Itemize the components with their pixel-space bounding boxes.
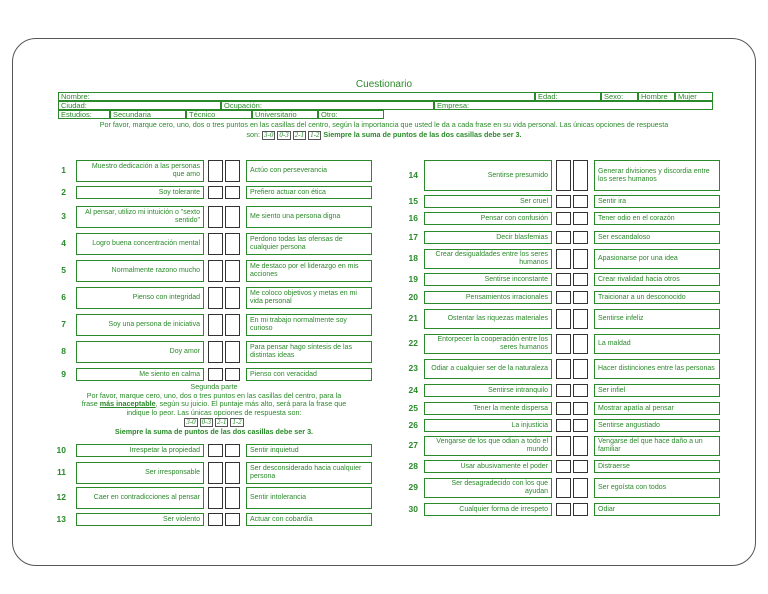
statement-left-text: Normalmente razono mucho <box>111 267 200 274</box>
statement-left-text: Usar abusivamente el poder <box>460 462 548 470</box>
statement-right-text: Odiar <box>598 505 616 513</box>
statement-right-text: Sentir intolerancia <box>250 494 307 501</box>
statement-left <box>424 334 552 354</box>
statement-right-text: Ser escandaloso <box>598 233 651 241</box>
statement-left-text: Odiar a cualquier ser de la naturaleza <box>431 365 548 372</box>
option-0-3: 0-3 <box>201 418 211 427</box>
statement-left <box>76 287 204 309</box>
score-box-right[interactable] <box>573 402 588 415</box>
statement-left-text: Pienso con integridad <box>132 294 200 301</box>
score-box-left[interactable] <box>208 206 223 228</box>
score-box-right[interactable] <box>225 314 240 336</box>
score-box-left[interactable] <box>556 384 571 397</box>
question-number: 12 <box>56 492 66 502</box>
otro-field[interactable]: Otro: <box>318 110 384 119</box>
question-number: 13 <box>56 513 66 524</box>
statement-left-text: Ostentar las riquezas materiales <box>447 315 548 322</box>
statement-right-text: Me destaco por el liderazgo en mis acciones <box>250 263 359 278</box>
statement-left-text: Al pensar, utilizo mi intuición o "sexto sentido" <box>85 209 200 224</box>
instructions-bold: Siempre la suma de puntos de las dos casillas debe ser 3. <box>323 130 522 139</box>
score-box-left[interactable] <box>556 249 571 269</box>
question-number: 15 <box>408 195 418 206</box>
option-2-1: 2-1 <box>294 131 305 139</box>
option-3-0: 3-0 <box>186 418 196 427</box>
statement-right-text: Ser egoísta con todos <box>598 484 667 491</box>
statement-right-text: Hacer distinciones entre las personas <box>598 365 715 372</box>
question-number: 28 <box>408 460 418 471</box>
question-number: 29 <box>408 482 418 492</box>
statement-left <box>76 233 204 255</box>
statement-right-text: En mi trabajo normalmente soy curioso <box>250 317 347 332</box>
score-box-right[interactable] <box>225 487 240 509</box>
score-box-left[interactable] <box>556 273 571 286</box>
statement-right <box>594 309 720 329</box>
question-number: 10 <box>56 444 66 455</box>
score-box-left[interactable] <box>208 260 223 282</box>
statement-right-text: Sentirse infeliz <box>598 315 644 322</box>
statement-left-text: Pensar con confusión <box>480 214 548 222</box>
statement-left <box>424 160 552 191</box>
score-box-right[interactable] <box>225 513 240 526</box>
option-1-2: 1-2 <box>310 131 320 139</box>
question-number: 9 <box>61 368 66 379</box>
statement-left-text: Soy tolerante <box>158 188 200 196</box>
statement-left-text: Crear desigualdades entre los seres humanos <box>435 251 548 266</box>
part2-title: Segunda parte <box>190 382 238 391</box>
question-number: 22 <box>408 338 418 348</box>
score-box-left[interactable] <box>556 419 571 432</box>
instructions-line1: Por favor, marque cero, uno, dos o tres puntos en las casillas del centro, según la importancia que usted le da a cada frase en su vida personal. Las únicas opciones de respuesta <box>99 120 669 129</box>
score-box-right[interactable] <box>225 341 240 363</box>
statement-right-text: Crear rivalidad hacia otros <box>598 275 680 283</box>
score-box-right[interactable] <box>573 436 588 456</box>
score-box-left[interactable] <box>556 195 571 208</box>
statement-right-text: Actuar con cobardía <box>250 515 313 523</box>
question-number: 7 <box>61 319 66 329</box>
page-title: Cuestionario <box>355 79 413 90</box>
score-box-left[interactable] <box>556 160 571 191</box>
statement-left-text: La injusticia <box>511 421 548 429</box>
statement-left <box>424 309 552 329</box>
statement-right-text: Me siento una persona digna <box>250 213 341 220</box>
question-number: 16 <box>408 212 418 223</box>
question-number: 11 <box>57 467 66 477</box>
instructions-line2: son: 3-0 0-3 2-1 1-2 Siempre la suma de puntos de las dos casillas debe ser 3. <box>246 130 522 139</box>
score-box-left[interactable] <box>208 444 223 457</box>
statement-left <box>76 260 204 282</box>
question-number: 19 <box>408 273 418 284</box>
statement-right <box>246 206 372 228</box>
question-number: 6 <box>61 292 66 302</box>
score-box-right[interactable] <box>225 233 240 255</box>
part2-options <box>44 418 384 427</box>
statement-right-text: Mostrar apatía al pensar <box>598 404 674 412</box>
question-number: 27 <box>408 440 418 450</box>
statement-right <box>594 478 720 498</box>
statement-left <box>424 419 552 432</box>
question-number: 24 <box>408 384 418 395</box>
statement-left <box>424 212 552 225</box>
statement-left-text: Cualquier forma de irrespeto <box>459 505 548 513</box>
statement-left <box>424 291 552 304</box>
statement-right-text: Vengarse del que hace daño a un familiar <box>598 438 703 453</box>
score-box-left[interactable] <box>556 291 571 304</box>
statement-left-text: Doy amor <box>169 348 200 355</box>
statement-right <box>594 249 720 269</box>
score-box-left[interactable] <box>208 341 223 363</box>
statement-right <box>594 273 720 286</box>
score-box-left[interactable] <box>556 478 571 498</box>
score-box-right[interactable] <box>225 160 240 182</box>
score-box-right[interactable] <box>225 444 240 457</box>
question-number: 1 <box>61 165 66 175</box>
score-box-right[interactable] <box>573 212 588 225</box>
score-box-right[interactable] <box>225 462 240 484</box>
score-box-left[interactable] <box>556 359 571 379</box>
edad-field[interactable]: Edad: <box>535 92 601 101</box>
statement-right <box>246 260 372 282</box>
statement-right-text: Me coloco objetivos y metas en mi vida personal <box>250 290 357 305</box>
statement-right-text: Generar divisiones y discordia entre los seres humanos <box>598 167 710 183</box>
statement-left-text: Muestro dedicación a las personas que amo <box>91 163 200 178</box>
statement-left <box>424 460 552 473</box>
statement-right <box>594 402 720 415</box>
estudios-label: Estudios: <box>58 110 110 119</box>
statement-right <box>594 212 720 225</box>
score-box-left[interactable] <box>208 487 223 509</box>
tecnico-option[interactable]: Técnico <box>186 110 252 119</box>
statement-left-text: Tener la mente dispersa <box>473 404 548 412</box>
score-box-left[interactable] <box>208 287 223 309</box>
question-number: 23 <box>408 363 418 373</box>
score-box-left[interactable] <box>556 212 571 225</box>
option-3-0: 3-0 <box>264 131 274 139</box>
statement-left <box>76 444 204 457</box>
question-number: 20 <box>408 291 418 302</box>
score-box-right[interactable] <box>573 291 588 304</box>
score-box-left[interactable] <box>556 460 571 473</box>
statement-left-text: Ser desagradecido con los que ayudan <box>451 480 548 495</box>
score-box-right[interactable] <box>573 309 588 329</box>
statement-right <box>594 334 720 354</box>
question-number: 14 <box>408 169 418 180</box>
statement-left <box>76 513 204 526</box>
statement-right <box>594 419 720 432</box>
score-box-right[interactable] <box>225 186 240 199</box>
statement-right-text: Ser desconsiderado hacia cualquier persona <box>250 465 362 480</box>
statement-left-text: Logro buena concentración mental <box>92 240 200 247</box>
hombre-option[interactable]: Hombre <box>638 92 675 101</box>
statement-left-text: Entorpecer la cooperación entre los seres humanos <box>437 336 548 351</box>
question-number: 25 <box>408 402 418 413</box>
score-box-left[interactable] <box>556 309 571 329</box>
score-box-right[interactable] <box>573 384 588 397</box>
statement-right-text: Sentir ira <box>598 197 627 205</box>
statement-right-text: Sentir inquietud <box>250 446 299 454</box>
score-box-left[interactable] <box>208 186 223 199</box>
statement-left <box>424 384 552 397</box>
statement-left <box>76 186 204 199</box>
score-box-right[interactable] <box>573 231 588 244</box>
statement-left <box>424 195 552 208</box>
question-number: 21 <box>408 313 418 323</box>
statement-right <box>246 186 372 199</box>
empresa-field[interactable]: Empresa: <box>434 101 713 110</box>
statement-left <box>424 503 552 516</box>
part2-line1: Por favor, marque cero, uno, dos o tres puntos en las casillas del centro, para la <box>86 390 342 400</box>
score-box-right[interactable] <box>573 273 588 286</box>
statement-left <box>76 160 204 182</box>
statement-left <box>424 231 552 244</box>
statement-left-text: Me siento en calma <box>139 370 200 378</box>
score-box-left[interactable] <box>208 233 223 255</box>
option-1-2: 1-2 <box>232 418 242 427</box>
statement-left <box>424 249 552 269</box>
score-box-left[interactable] <box>208 314 223 336</box>
score-box-right[interactable] <box>573 160 588 191</box>
score-box-right[interactable] <box>225 287 240 309</box>
statement-left-text: Sentirse inconstante <box>484 275 548 283</box>
statement-right <box>246 160 372 182</box>
statement-right-text: Tener odio en el corazón <box>598 214 675 222</box>
score-box-right[interactable] <box>225 206 240 228</box>
question-number: 17 <box>408 231 418 242</box>
option-0-3: 0-3 <box>279 131 289 139</box>
statement-left <box>424 478 552 498</box>
score-box-right[interactable] <box>573 249 588 269</box>
statement-right <box>594 384 720 397</box>
statement-right <box>594 160 720 191</box>
statement-right-text: Pienso con veracidad <box>250 370 317 378</box>
statement-left <box>76 341 204 363</box>
score-box-right[interactable] <box>573 503 588 516</box>
statement-left <box>76 487 204 509</box>
statement-left-text: Ser cruel <box>519 197 548 205</box>
score-box-left[interactable] <box>556 503 571 516</box>
statement-right <box>594 359 720 379</box>
statement-right <box>246 314 372 336</box>
score-box-right[interactable] <box>225 260 240 282</box>
nombre-field[interactable]: Nombre: <box>58 92 535 101</box>
question-number: 3 <box>61 211 66 221</box>
score-box-right[interactable] <box>573 195 588 208</box>
ciudad-field[interactable]: Ciudad: <box>58 101 221 110</box>
question-number: 5 <box>61 265 66 275</box>
statement-right-text: Ser infiel <box>598 386 626 394</box>
statement-left-text: Ser irresponsable <box>145 469 200 476</box>
statement-right-text: Para pensar hago síntesis de las distintas ideas <box>250 344 352 359</box>
statement-left-text: Soy una persona de iniciativa <box>108 321 200 328</box>
score-box-right[interactable] <box>573 460 588 473</box>
statement-right-text: Distraerse <box>598 462 630 470</box>
sexo-label: Sexo: <box>601 92 638 101</box>
statement-right-text: Prefiero actuar con ética <box>250 188 326 196</box>
statement-right <box>246 513 372 526</box>
score-box-left[interactable] <box>208 462 223 484</box>
question-number: 4 <box>61 238 66 248</box>
statement-left-text: Irrespetar la propiedad <box>129 446 200 454</box>
statement-left-text: Caer en contradicciones al pensar <box>93 494 200 501</box>
statement-right <box>246 287 372 309</box>
question-number: 8 <box>61 346 66 356</box>
score-box-right[interactable] <box>573 334 588 354</box>
statement-left <box>424 436 552 456</box>
statement-left <box>424 273 552 286</box>
statement-left <box>76 314 204 336</box>
statement-right <box>246 368 372 381</box>
statement-right-text: La maldad <box>598 340 631 347</box>
statement-right-text: Apasionarse por una idea <box>598 255 678 262</box>
statement-right <box>246 233 372 255</box>
statement-left <box>76 462 204 484</box>
statement-right-text: Traicionar a un desconocido <box>598 293 686 301</box>
statement-left-text: Ser violento <box>163 515 200 523</box>
question-number: 18 <box>408 253 418 263</box>
statement-left-text: Decir blasfemias <box>496 233 548 241</box>
score-box-left[interactable] <box>556 436 571 456</box>
score-box-left[interactable] <box>208 160 223 182</box>
question-number: 2 <box>61 186 66 197</box>
option-2-1: 2-1 <box>217 418 227 427</box>
part2-heading <box>44 383 384 437</box>
score-box-right[interactable] <box>573 478 588 498</box>
part2-line3: indique lo peor. Las únicas opciones de respuesta son: <box>126 407 302 417</box>
statement-right-text: Sentirse angustiado <box>598 421 660 429</box>
part2-bold: Siempre la suma de puntos de las dos casillas debe ser 3. <box>114 427 314 437</box>
question-number: 26 <box>408 419 418 430</box>
part2-line2: frase más inaceptable, según su juicio. El puntaje más alto, será para la frase que <box>81 399 347 409</box>
statement-right <box>594 291 720 304</box>
score-box-left[interactable] <box>556 231 571 244</box>
mujer-option[interactable]: Mujer <box>675 92 713 101</box>
score-box-left[interactable] <box>556 402 571 415</box>
statement-left <box>424 359 552 379</box>
statement-left-text: Sentirse intranquilo <box>488 386 548 394</box>
ocupacion-field[interactable]: Ocupación: <box>221 101 434 110</box>
statement-left-text: Sentirse presumido <box>487 171 548 179</box>
statement-left <box>76 368 204 381</box>
statement-right <box>594 460 720 473</box>
score-box-left[interactable] <box>208 513 223 526</box>
question-number: 30 <box>408 503 418 514</box>
statement-left-text: Vengarse de los que odian a todo el mundo <box>436 438 548 453</box>
score-box-right[interactable] <box>573 419 588 432</box>
score-box-right[interactable] <box>225 368 240 381</box>
statement-left-text: Pensamientos irracionales <box>465 293 548 301</box>
statement-right <box>594 231 720 244</box>
statement-right <box>246 444 372 457</box>
score-box-left[interactable] <box>208 368 223 381</box>
statement-right-text: Actúo con perseverancia <box>250 167 328 174</box>
statement-right <box>594 195 720 208</box>
statement-right-text: Perdono todas las ofensas de cualquier persona <box>250 236 343 251</box>
statement-right <box>246 341 372 363</box>
score-box-right[interactable] <box>573 359 588 379</box>
universitario-option[interactable]: Universitario <box>252 110 318 119</box>
statement-right <box>594 436 720 456</box>
statement-right <box>594 503 720 516</box>
score-box-left[interactable] <box>556 334 571 354</box>
statement-left <box>76 206 204 228</box>
statement-right <box>246 462 372 484</box>
statement-right <box>246 487 372 509</box>
statement-left <box>424 402 552 415</box>
secundaria-option[interactable]: Secundaria <box>110 110 186 119</box>
